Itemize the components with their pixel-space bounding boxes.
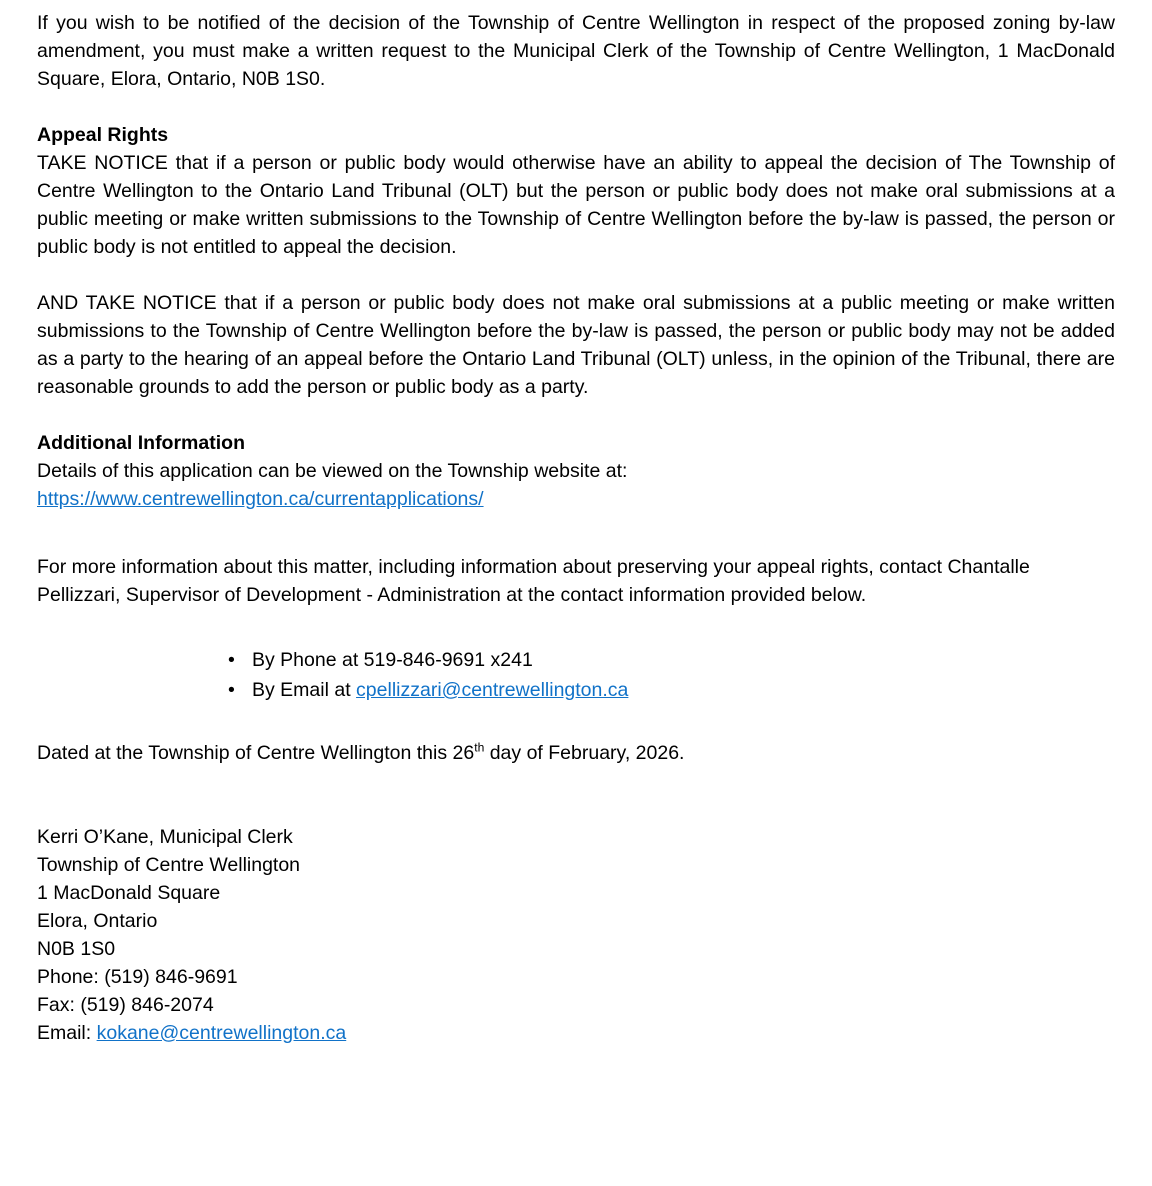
- postal-code-line: N0B 1S0: [37, 938, 116, 960]
- additional-information-heading: Additional Information: [37, 432, 245, 454]
- phone-line: Phone: (519) 846-9691: [37, 966, 238, 988]
- phone-bullet-item: [252, 645, 1115, 675]
- phone-bullet-text: By Phone at 519-846-9691 x241: [252, 649, 533, 671]
- ordinal-superscript: th: [474, 740, 485, 755]
- clerk-name-line: Kerri O’Kane, Municipal Clerk: [37, 826, 293, 848]
- clerk-email-link[interactable]: kokane@centrewellington.ca: [96, 1022, 347, 1044]
- more-info-paragraph: For more information about this matter, including information about preserving your appeal rights, contact Chantalle Pellizzari, Supervisor of Development - Administration at the contact information provided below.: [37, 556, 1030, 606]
- address-line-1: 1 MacDonald Square: [37, 882, 221, 904]
- take-notice-paragraph: TAKE NOTICE that if a person or public body would otherwise have an ability to appeal the decision of The Township of Centre Wellington to the Ontario Land Tribunal (OLT) but the person or public body does not make oral submissions at a public meeting or make written submissions to the Township of Centre Wellington before the by-law is passed, the person or public body is not entitled to appeal the decision.: [37, 152, 1115, 258]
- website-link-line: [37, 485, 1115, 513]
- signature-block: [37, 823, 1115, 1047]
- notification-paragraph: If you wish to be notified of the decision of the Township of Centre Wellington in respect of the proposed zoning by-law amendment, you must make a written request to the Municipal Clerk of the Township of Centre Wellington, 1 MacDonald Square, Elora, Ontario, N0B 1S0.: [37, 12, 1115, 90]
- and-take-notice-paragraph: AND TAKE NOTICE that if a person or public body does not make oral submissions at a public meeting or make written submissions to the Township of Centre Wellington before the by-law is passed, the person or public body may not be added as a party to the hearing of an appeal before the Ontario Land Tribunal (OLT) unless, in the opinion of the Tribunal, there are reasonable grounds to add the person or public body as a party.: [37, 292, 1115, 398]
- appeal-rights-heading: Appeal Rights: [37, 124, 169, 146]
- email-bullet-item: [252, 675, 1115, 705]
- township-line: Township of Centre Wellington: [37, 854, 301, 876]
- dated-line-suffix: day of February, 2026.: [484, 742, 685, 764]
- details-line: Details of this application can be viewed on the Township website at:: [37, 460, 628, 482]
- dated-line: [37, 739, 1115, 767]
- current-applications-link[interactable]: https://www.centrewellington.ca/currentapplications/: [37, 488, 484, 510]
- email-label: Email:: [37, 1022, 97, 1044]
- email-line: [37, 1019, 1115, 1047]
- contact-methods-list: [37, 645, 1115, 705]
- address-line-2: Elora, Ontario: [37, 910, 158, 932]
- fax-line: Fax: (519) 846-2074: [37, 994, 214, 1016]
- email-bullet-prefix: By Email at: [252, 679, 357, 701]
- supervisor-email-link[interactable]: cpellizzari@centrewellington.ca: [356, 679, 629, 701]
- dated-line-prefix: Dated at the Township of Centre Wellington this 26: [37, 742, 475, 764]
